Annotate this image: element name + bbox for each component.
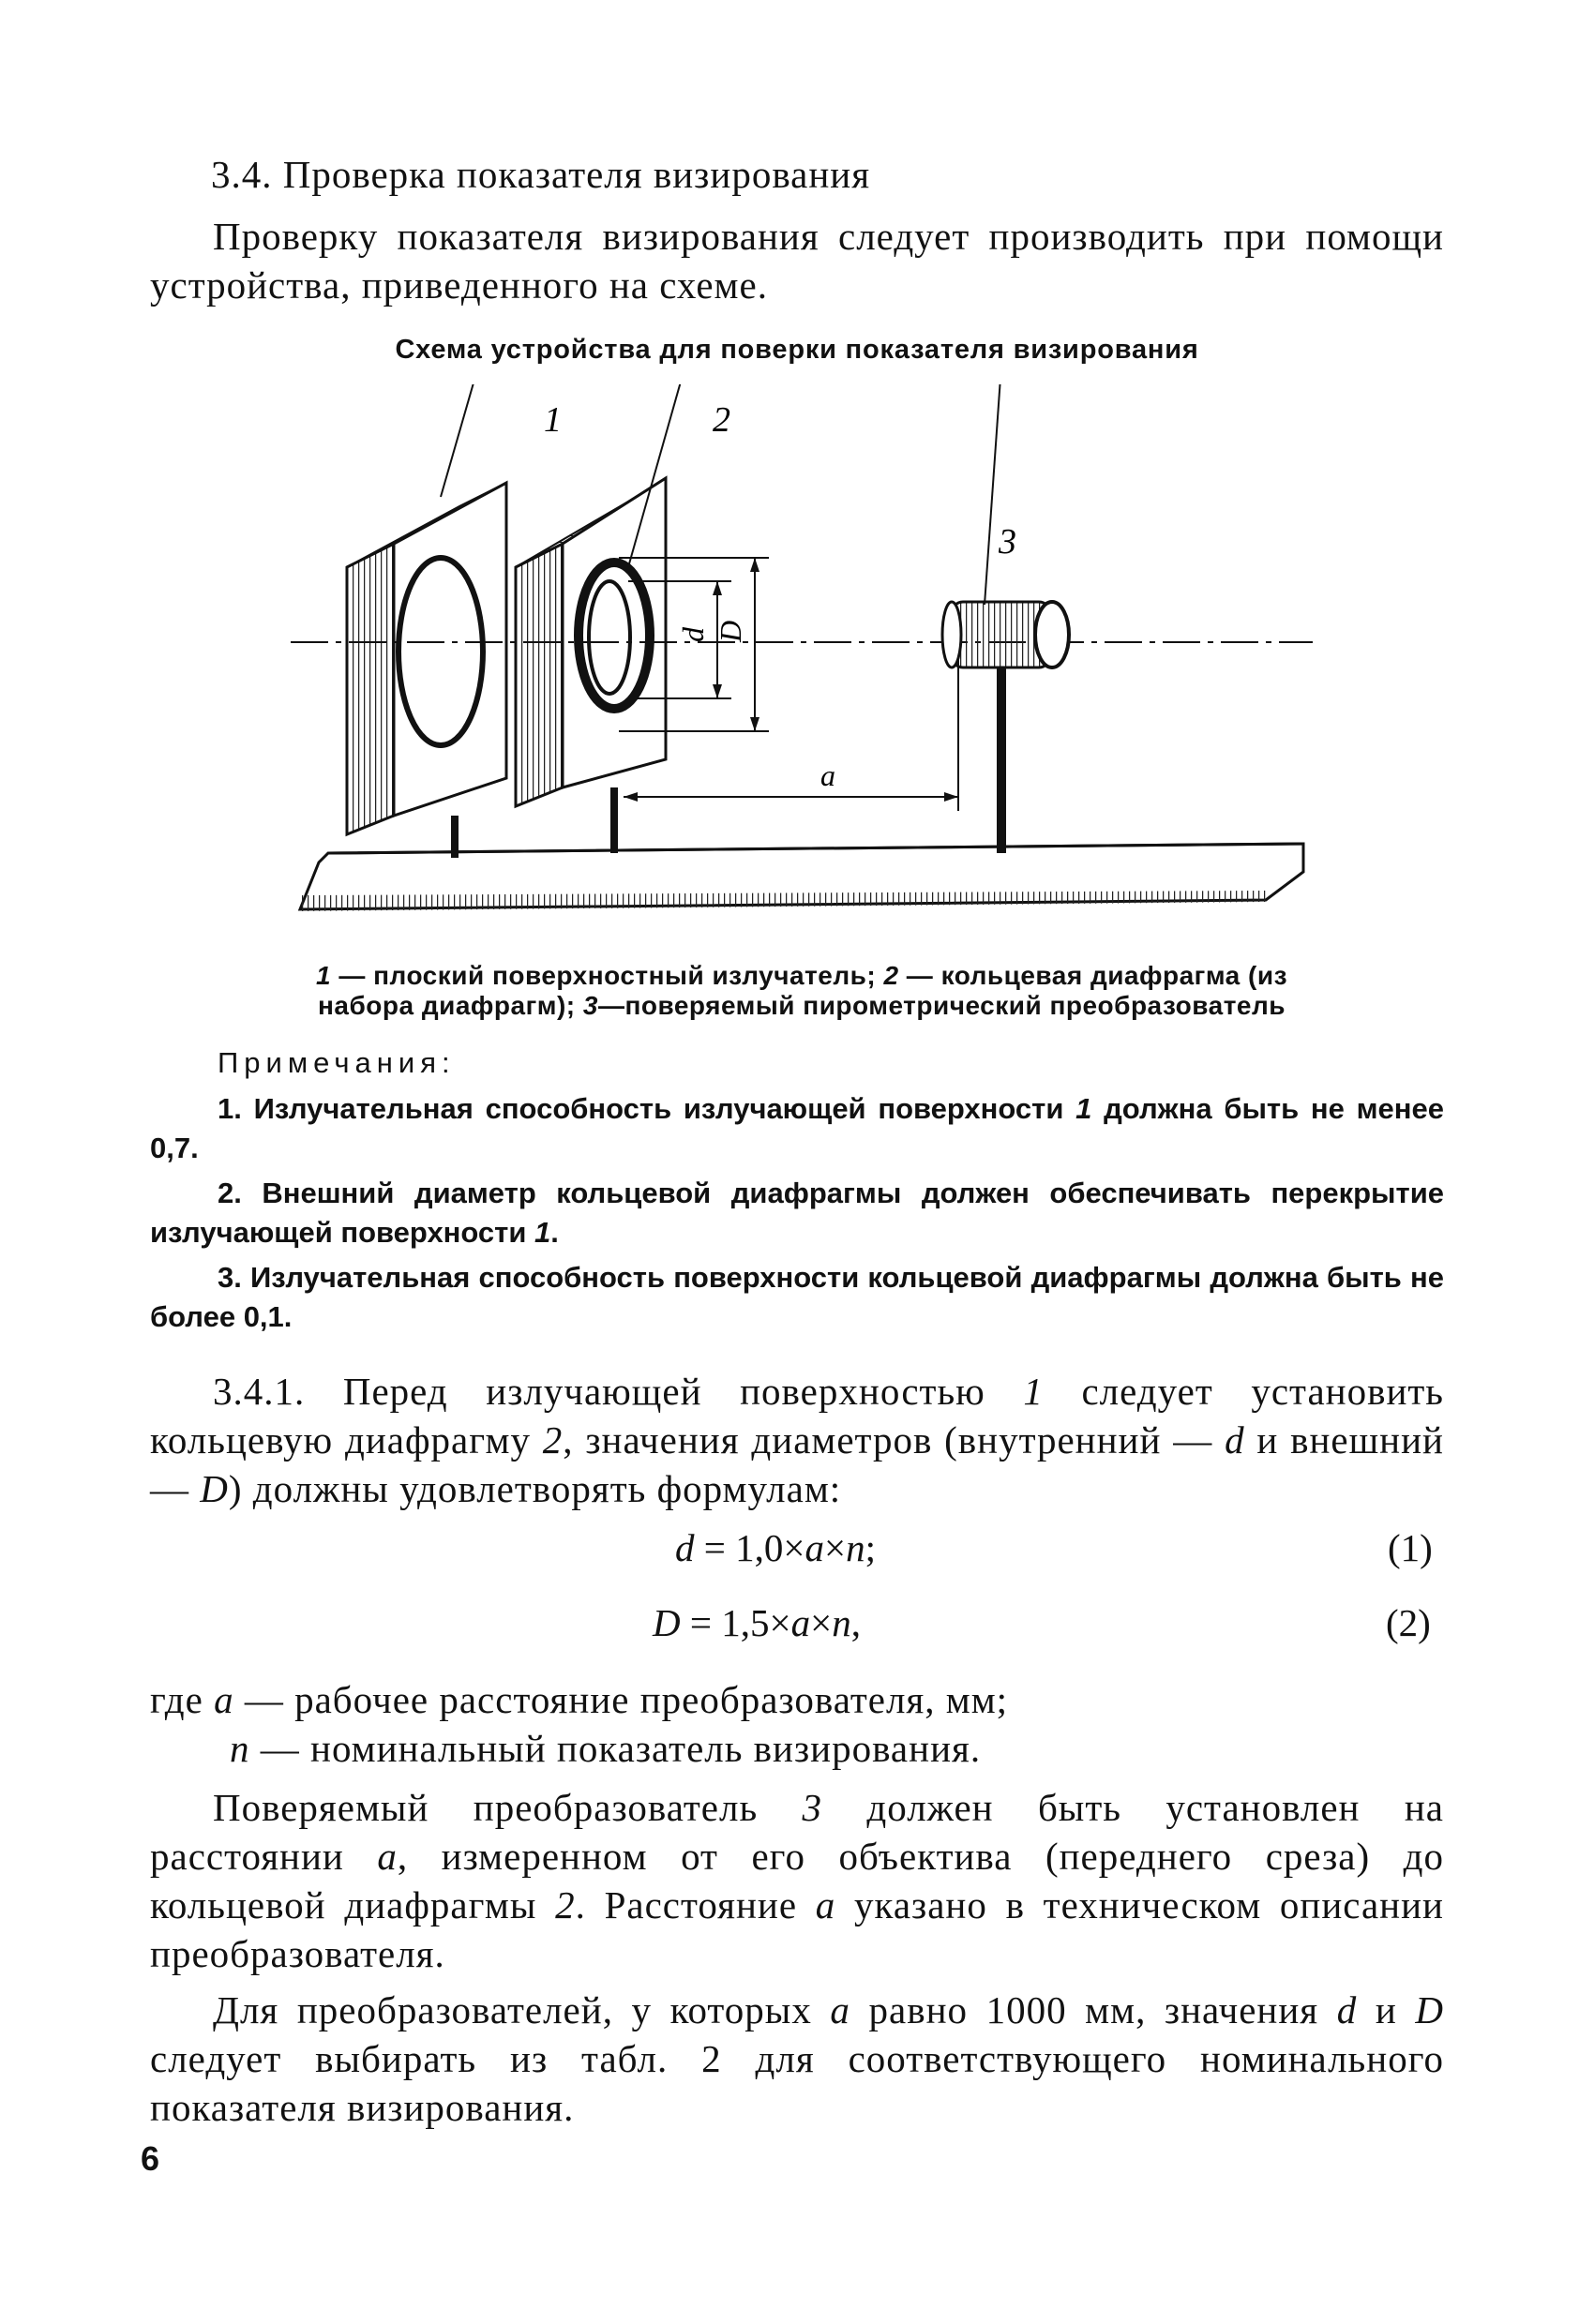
where-line-2: n — номинальный показатель визирования.	[230, 1727, 982, 1770]
device-diagram	[291, 384, 1331, 928]
distance-dimension	[624, 642, 958, 811]
figure-label-a: a	[820, 758, 835, 792]
base-rail	[300, 844, 1303, 911]
equation-number-1: (1)	[1388, 1526, 1433, 1569]
flat-emitter-plate	[347, 483, 506, 858]
note-1: 1. Излучательная способность излучающей поверхности 1 должна быть не менее 0,7.	[150, 1092, 1444, 1164]
paragraph-3-4-1: 3.4.1. Перед излучающей поверхностью 1 следует установить кольцевую диафрагму 2, значения диаметров (внутренний — d и внешний — D) должны удовлетворять формулам:	[150, 1370, 1445, 1510]
figure-label-3: 3	[999, 522, 1016, 562]
figure-label-2: 2	[713, 400, 730, 440]
note-2: 2. Внешний диаметр кольцевой диафрагмы должен обеспечивать перекрытие излучающей поверхности 1.	[150, 1177, 1444, 1249]
intro-paragraph: Проверку показателя визирования следует производить при помощи устройства, приведенного на схеме.	[150, 215, 1444, 307]
equation-number-2: (2)	[1386, 1601, 1431, 1644]
figure-label-1: 1	[544, 400, 562, 440]
page-number: 6	[141, 2139, 160, 2178]
pyrometric-converter	[942, 602, 1069, 853]
figure-caption: 1 — плоский поверхностный излучатель; 2 — кольцевая диафрагма (из набора диафрагм); 3—поверяемый пирометрический преобразователь	[315, 961, 1287, 1020]
figure-title: Схема устройства для поверки показателя визирования	[395, 335, 1199, 365]
section-heading: 3.4. Проверка показателя визирования	[211, 153, 871, 196]
paragraph-table-selection: Для преобразователей, у которых a равно 1000 мм, значения d и D следует выбирать из табл. 2 для соответствующего номинального показателя визирования.	[150, 1988, 1444, 2129]
paragraph-converter-distance: Поверяемый преобразователь 3 должен быть установлен на расстоянии a, измеренном от его объектива (переднего среза) до кольцевой диафрагмы 2. Расстояние a указано в техническом описании преобразователя.	[150, 1786, 1445, 1975]
figure-label-D: D	[714, 620, 747, 642]
where-line-1: где a — рабочее расстояние преобразователя, мм;	[150, 1678, 1009, 1721]
figure-label-d: d	[676, 627, 710, 642]
formula-1: d = 1,0×a×n;	[675, 1526, 877, 1569]
formula-2: D = 1,5×a×n,	[653, 1601, 861, 1644]
note-3: 3. Излучательная способность поверхности кольцевой диафрагмы должна быть не более 0,1.	[150, 1261, 1444, 1333]
notes-heading: Примечания:	[218, 1046, 456, 1079]
